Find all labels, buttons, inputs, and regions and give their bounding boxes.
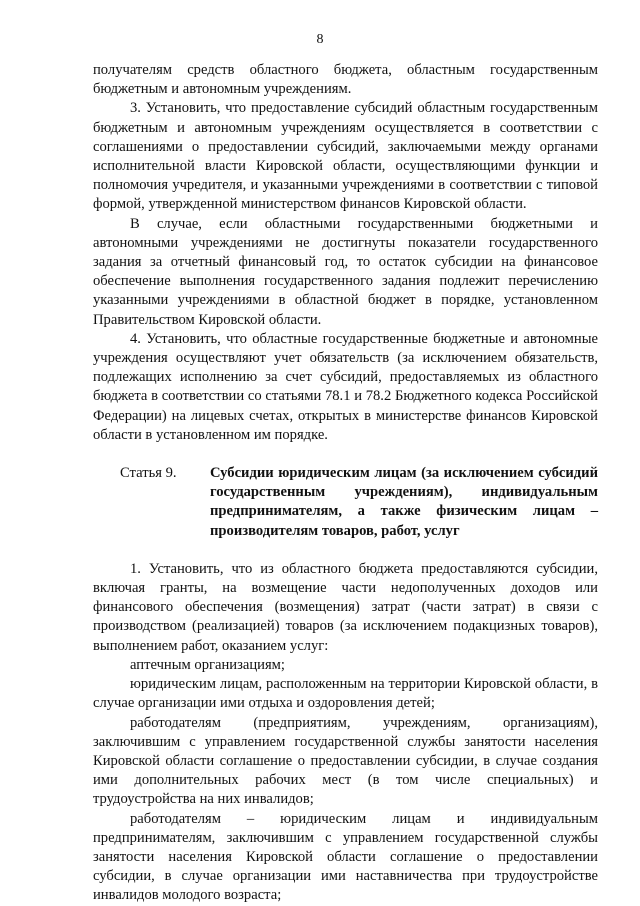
paragraph: юридическим лицам, расположенным на территории Кировской области, в случае организации ими отдыха и оздоровления детей;: [93, 676, 598, 712]
article-title: Субсидии юридическим лицам (за исключением субсидий государственным учреждениям), индивидуальным предпринимателям, а также физическим лицам – производителям товаров, работ, услуг: [210, 465, 598, 539]
document-body: [93, 61, 598, 906]
paragraphs-after-article: [93, 560, 598, 906]
page-number: 8: [316, 32, 324, 47]
paragraph: работодателям (предприятиям, учреждениям, организациям), заключившим с управлением государственной службы занятости населения Кировской области соглашение о предоставлении субсидии, в случае создания ими дополнительных рабочих мест (в том числе специальных) и трудоустройства на них инвалидов;: [93, 714, 598, 808]
paragraph: 3. Установить, что предоставление субсидий областным государственным бюджетным и автономным учреждениям осуществляется в соответствии с соглашениями о предоставлении субсидий, заключаемыми между органами исполнительной власти Кировской области, осуществляющими функции и полномочия учредителя, и указанными учреждениями в соответствии с типовой формой, утвержденной министерством финансов Кировской области.: [93, 100, 598, 213]
paragraph: работодателям – юридическим лицам и индивидуальным предпринимателям, заключившим с управлением государственной службы занятости населения Кировской области соглашение о предоставлении субсидии, в случае организации ими наставничества при трудоустройстве инвалидов молодого возраста;: [93, 810, 598, 904]
article-label: Статья 9.: [120, 465, 177, 482]
article-heading: [93, 464, 598, 541]
paragraphs-before-article: [93, 61, 598, 445]
paragraph: 4. Установить, что областные государственные бюджетные и автономные учреждения осуществляют учет обязательств (за исключением обязательств, подлежащих исполнению за счет субсидий, предоставляемых из областного бюджета в соответствии со статьями 78.1 и 78.2 Бюджетного кодекса Российской Федерации) на лицевых счетах, открытых в министерстве финансов Кировской области в установленном им порядке.: [93, 330, 598, 443]
paragraph: В случае, если областными государственными бюджетными и автономными учреждениями не достигнуты показатели государственного задания за отчетный финансовый год, то остаток субсидии на финансовое обеспечение выполнения государственного задания подлежит перечислению указанными учреждениями в областной бюджет в порядке, установленном Правительством Кировской области.: [93, 215, 598, 328]
paragraph: 1. Установить, что из областного бюджета предоставляются субсидии, включая гранты, на возмещение части недополученных доходов или финансового обеспечения (возмещения) затрат (части затрат) в связи с производством (реализацией) товаров (за исключением подакцизных товаров), выполнением работ, оказанием услуг:: [93, 560, 598, 654]
paragraph: аптечным организациям;: [130, 656, 285, 673]
paragraph: получателям средств областного бюджета, областным государственным бюджетным и автономным учреждениям.: [93, 62, 598, 98]
